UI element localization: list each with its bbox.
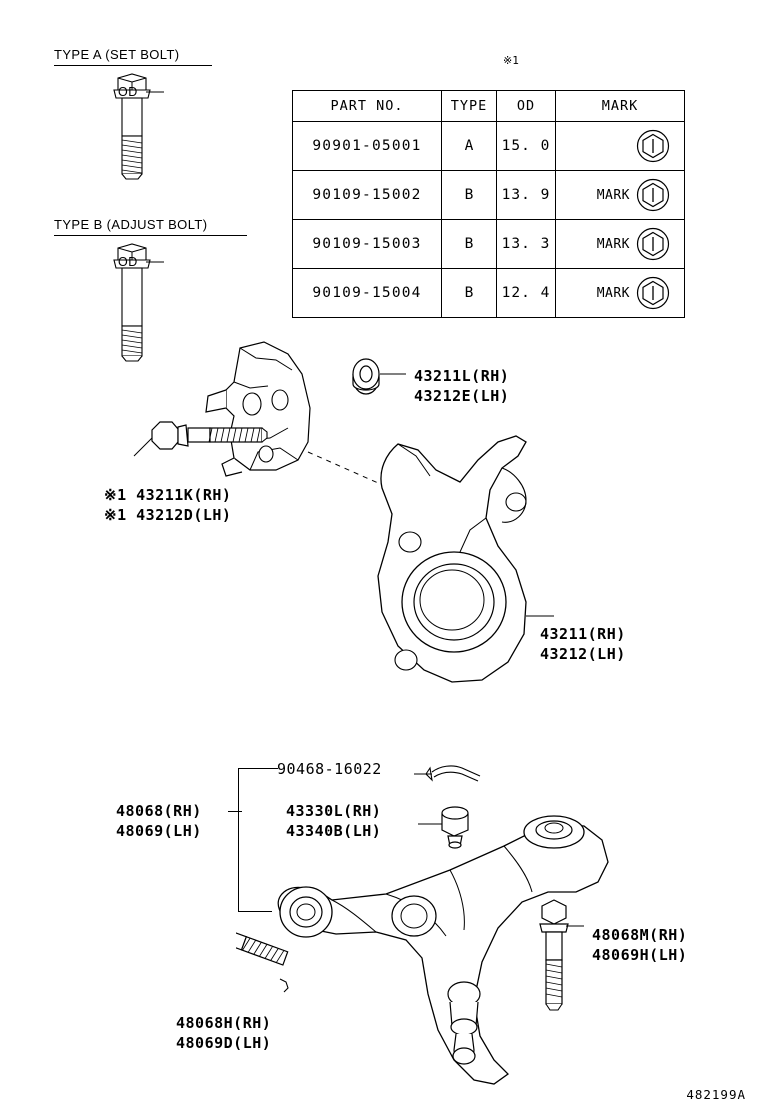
callout-arm-bush-line1: 48068(RH)	[116, 802, 202, 820]
table-header-part-no: PART NO.	[293, 91, 442, 122]
bolt-head-icon	[636, 129, 670, 163]
callout-arm-bush-line2: 48069(LH)	[116, 822, 202, 840]
legend-type-b	[54, 217, 247, 236]
table-header-row	[293, 91, 685, 122]
callout-upper-bolt	[104, 485, 231, 525]
callout-cotter-pin-line1: 90468-16022	[277, 760, 382, 778]
callout-arm-rear-bolt-line2: 48069H(LH)	[592, 946, 688, 964]
callout-knuckle	[540, 624, 626, 664]
callout-knuckle-nut	[414, 366, 509, 406]
mark-label: MARK	[596, 236, 630, 252]
table-cell-type: A	[442, 122, 497, 171]
table-cell-mark	[556, 122, 685, 171]
callout-arm-front-bolt-line1: 48068H(RH)	[176, 1014, 272, 1032]
legend-type-b-title: TYPE B (ADJUST BOLT)	[54, 217, 208, 232]
table-cell-type: B	[442, 220, 497, 269]
bolt-head-icon	[636, 227, 670, 261]
table-cell-part-no: 90901-05001	[293, 122, 442, 171]
table-cell-od: 12. 4	[497, 269, 556, 318]
legend-type-b-od-label: OD	[118, 255, 138, 269]
table-cell-type: B	[442, 171, 497, 220]
callout-ball-joint-nut-line1: 43330L(RH)	[286, 802, 382, 820]
table-header-type: TYPE	[442, 91, 497, 122]
callout-knuckle-nut-line2: 43212E(LH)	[414, 387, 510, 405]
callout-arm-rear-bolt-line1: 48068M(RH)	[592, 926, 688, 944]
callout-arm-front-bolt-line2: 48069D(LH)	[176, 1034, 272, 1052]
callout-knuckle-line1: 43211(RH)	[540, 625, 626, 643]
table-cell-part-no: 90109-15002	[293, 171, 442, 220]
bolt-spec-table	[292, 90, 685, 318]
table-row	[293, 171, 685, 220]
mark-label: MARK	[596, 285, 630, 301]
table-cell-mark	[556, 220, 685, 269]
bolt-head-icon	[636, 178, 670, 212]
callout-knuckle-line2: 43212(LH)	[540, 645, 626, 663]
callout-upper-bolt-line1: ※1 43211K(RH)	[104, 486, 232, 504]
table-row	[293, 220, 685, 269]
table-note-symbol: ※1	[503, 54, 519, 67]
callout-cotter-pin	[277, 759, 382, 779]
legend-type-a-title: TYPE A (SET BOLT)	[54, 47, 180, 62]
legend-type-a-od-label: OD	[118, 85, 138, 99]
table-cell-type: B	[442, 269, 497, 318]
mark-label: MARK	[596, 187, 630, 203]
table-row	[293, 269, 685, 318]
callout-upper-bolt-line2: ※1 43212D(LH)	[104, 506, 232, 524]
figure-code: 482199A	[686, 1087, 746, 1102]
leader-arm-bush-label	[228, 811, 242, 812]
table-cell-od: 13. 9	[497, 171, 556, 220]
leader-arm-bush-bottom	[238, 911, 272, 912]
table-row	[293, 122, 685, 171]
legend-type-a	[54, 47, 212, 66]
table-header-od: OD	[497, 91, 556, 122]
table-cell-mark	[556, 171, 685, 220]
legend-type-a-rule	[54, 65, 212, 66]
leader-vertical-arm-bush	[238, 768, 239, 912]
table-cell-part-no: 90109-15003	[293, 220, 442, 269]
callout-arm-bush	[116, 801, 202, 841]
bolt-head-icon	[636, 276, 670, 310]
callout-ball-joint-nut-line2: 43340B(LH)	[286, 822, 382, 840]
table-cell-mark	[556, 269, 685, 318]
legend-type-b-rule	[54, 235, 247, 236]
callout-ball-joint-nut	[286, 801, 381, 841]
table-cell-od: 15. 0	[497, 122, 556, 171]
table-header-mark: MARK	[556, 91, 685, 122]
leader-cotter-pin-top	[238, 768, 278, 769]
callout-arm-rear-bolt	[592, 925, 687, 965]
callout-arm-front-bolt	[176, 1013, 271, 1053]
callout-knuckle-nut-line1: 43211L(RH)	[414, 367, 510, 385]
table-cell-part-no: 90109-15004	[293, 269, 442, 318]
table-cell-od: 13. 3	[497, 220, 556, 269]
